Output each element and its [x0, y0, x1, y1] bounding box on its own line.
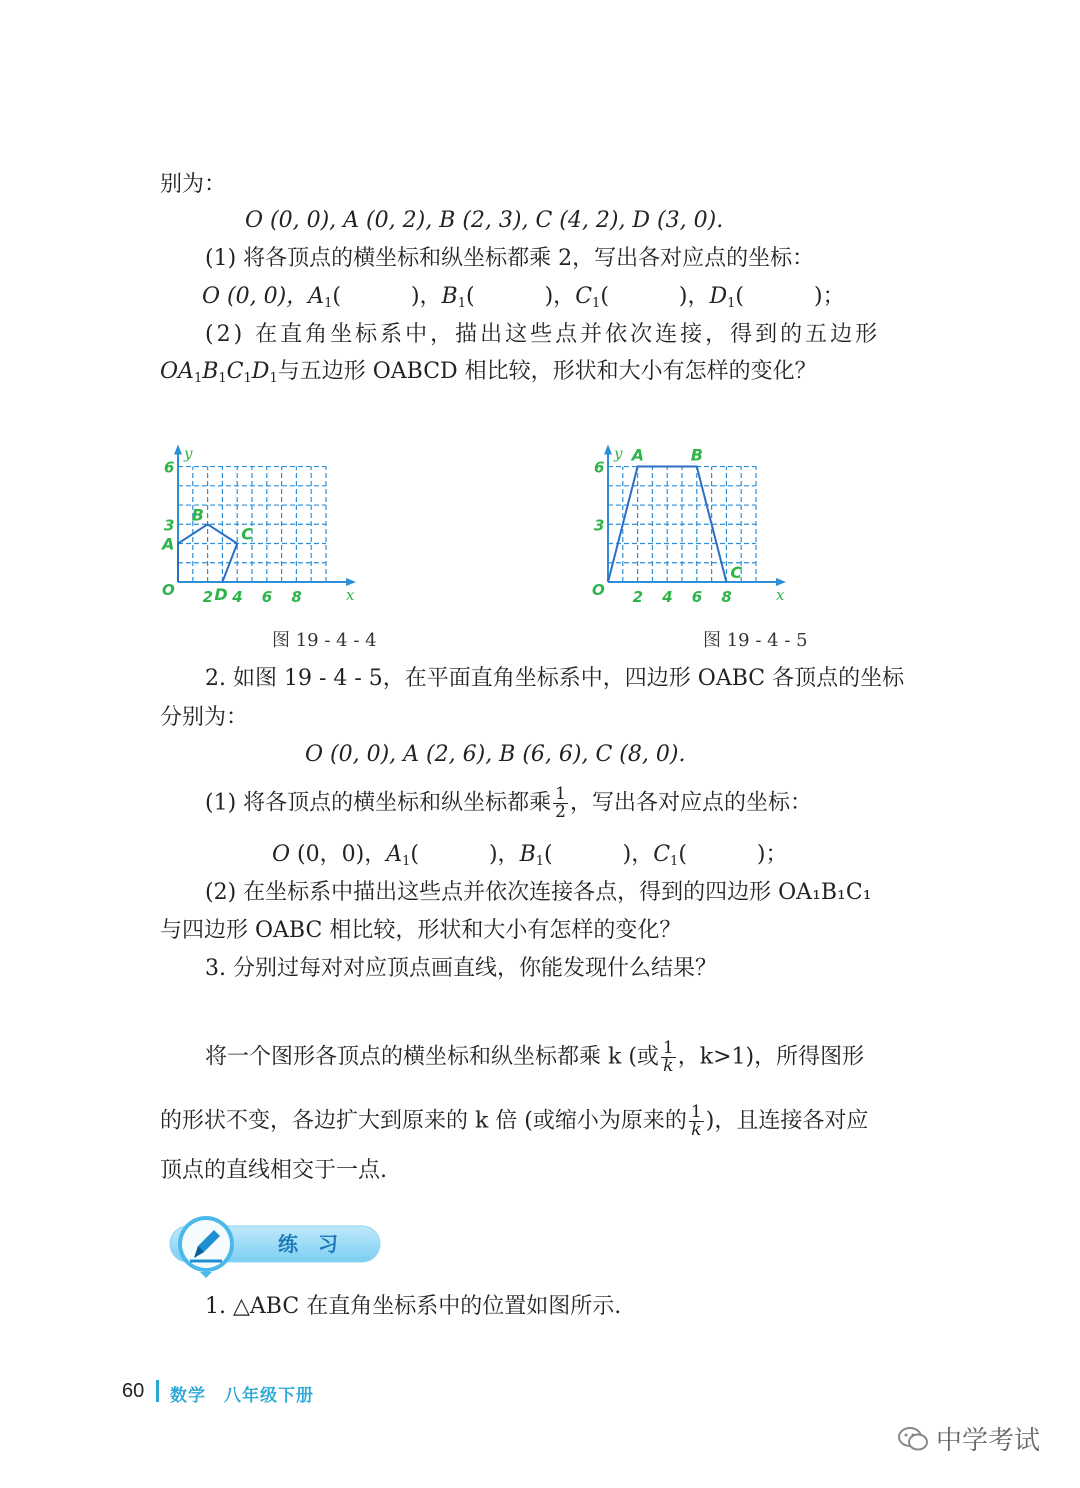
question-2-1-post: ，写出各对应点的坐标： — [570, 790, 813, 816]
point-label-A: A — [631, 445, 644, 465]
point-label-C: C — [730, 563, 743, 582]
text-line-intro: 别为： — [160, 172, 227, 197]
y-axis-arrow — [604, 445, 612, 455]
x-axis-label: x — [346, 586, 355, 604]
problem-3: 3. 分别过每对对应顶点画直线，你能发现什么结果？ — [205, 956, 717, 981]
problem-2-cont: 分别为： — [160, 705, 249, 730]
x-axis-arrow — [346, 578, 356, 586]
x-tick-label: 6 — [261, 588, 273, 606]
point-label-B: B — [690, 445, 704, 465]
answer-blanks-1: O (0, 0)，$A_1$( )，$B_1$( )，$C_1$( )，$D_1$( )； — [202, 284, 845, 311]
watermark-text: 中学考试 — [936, 1426, 1041, 1456]
blank-prefix: O (0, 0)，A — [202, 284, 325, 309]
subscript: 1 — [324, 296, 333, 311]
conclusion-2-post: )，且连接各对应 — [705, 1108, 869, 1134]
y-axis-label: y — [184, 444, 193, 463]
point-label-A: A — [162, 534, 175, 554]
y-tick-label: 6 — [164, 458, 175, 477]
point-label-D: D — [214, 585, 228, 604]
coords-quadrilateral: O (0, 0), A (2, 6), B (6, 6), C (8, 0). — [305, 742, 686, 767]
exercise-1: 1. △ABC 在直角坐标系中的位置如图所示. — [205, 1294, 622, 1319]
caption-fig-19-4-4: 图 19 - 4 - 4 — [272, 630, 377, 651]
conclusion-1-pre: 将一个图形各顶点的横坐标和纵坐标都乘 k (或 — [205, 1044, 659, 1070]
y-tick-label: 3 — [164, 516, 175, 535]
conclusion-line-3: 顶点的直线相交于一点. — [160, 1158, 387, 1183]
fraction-1-over-k-2: $\frac{1}{k}$ — [690, 1102, 702, 1140]
question-2-1 — [205, 786, 812, 821]
origin-label: O — [592, 581, 605, 599]
question-1-1: (1) 将各顶点的横坐标和纵坐标都乘 2，写出各对应点的坐标： — [205, 246, 815, 271]
problem-2: 2. 如图 19 - 4 - 5，在平面直角坐标系中，四边形 OABC 各顶点的坐标 — [205, 666, 905, 691]
point-label-B: B — [191, 505, 204, 525]
x-tick-label: 8 — [291, 588, 302, 606]
fraction-half: $\frac{1}{2}$ — [555, 784, 566, 822]
x-tick-label: 4 — [662, 588, 673, 606]
y-axis-arrow — [174, 445, 182, 455]
wechat-icon — [898, 1426, 928, 1452]
question-1-2-tail: 与五边形 OABCD 相比较，形状和大小有怎样的变化？ — [277, 359, 817, 384]
y-tick-label: 3 — [594, 516, 605, 535]
question-2-1-pre: (1) 将各顶点的横坐标和纵坐标都乘 — [205, 790, 552, 816]
x-tick-label: 2 — [202, 588, 214, 606]
caption-fig-19-4-5: 图 19 - 4 - 5 — [703, 630, 808, 651]
x-axis-arrow — [776, 578, 786, 586]
x-tick-label: 6 — [691, 588, 703, 606]
y-axis-label: y — [614, 444, 623, 463]
question-1-2: (2) 在直角坐标系中，描出这些点并依次连接，得到的五边形 — [205, 322, 881, 347]
exercise-label: 练 习 — [278, 1232, 338, 1256]
origin-label: O — [162, 581, 175, 599]
x-tick-label: 2 — [632, 588, 644, 606]
x-tick-label: 8 — [721, 588, 732, 606]
figure-19-4-4 — [160, 395, 490, 615]
exercise-banner — [150, 1214, 390, 1278]
question-2-2-cont: 与四边形 OABC 相比较，形状和大小有怎样的变化？ — [160, 918, 682, 943]
y-tick-label: 6 — [594, 458, 605, 477]
fraction-1-over-k: $\frac{1}{k}$ — [662, 1038, 674, 1076]
x-tick-label: 4 — [232, 588, 243, 606]
conclusion-line-1 — [205, 1040, 864, 1075]
page-number: 60 — [122, 1380, 145, 1402]
coords-pentagon: O (0, 0), A (0, 2), B (2, 3), C (4, 2), D (3, 0). — [245, 208, 724, 233]
footer-divider — [156, 1380, 159, 1402]
answer-blanks-2: O (0，0)，$A_1$( )，$B_1$( )，$C_1$( )； — [272, 842, 788, 869]
watermark — [898, 1420, 1040, 1457]
question-1-2-cont: $OA_1B_1C_1D_1$与五边形 OABCD 相比较，形状和大小有怎样的变化？ — [160, 359, 817, 386]
conclusion-1-post: ，k>1)，所得图形 — [677, 1044, 865, 1070]
point-label-C: C — [241, 524, 253, 544]
book-title: 数学 八年级下册 — [170, 1386, 314, 1405]
conclusion-2-pre: 的形状不变，各边扩大到原来的 k 倍 (或缩小为原来的 — [160, 1108, 687, 1134]
conclusion-line-2 — [160, 1104, 868, 1139]
figure-19-4-5 — [590, 395, 920, 615]
question-2-2: (2) 在坐标系中描出这些点并依次连接各点，得到的四边形 OA₁B₁C₁ — [205, 880, 872, 905]
x-axis-label: x — [776, 586, 785, 604]
